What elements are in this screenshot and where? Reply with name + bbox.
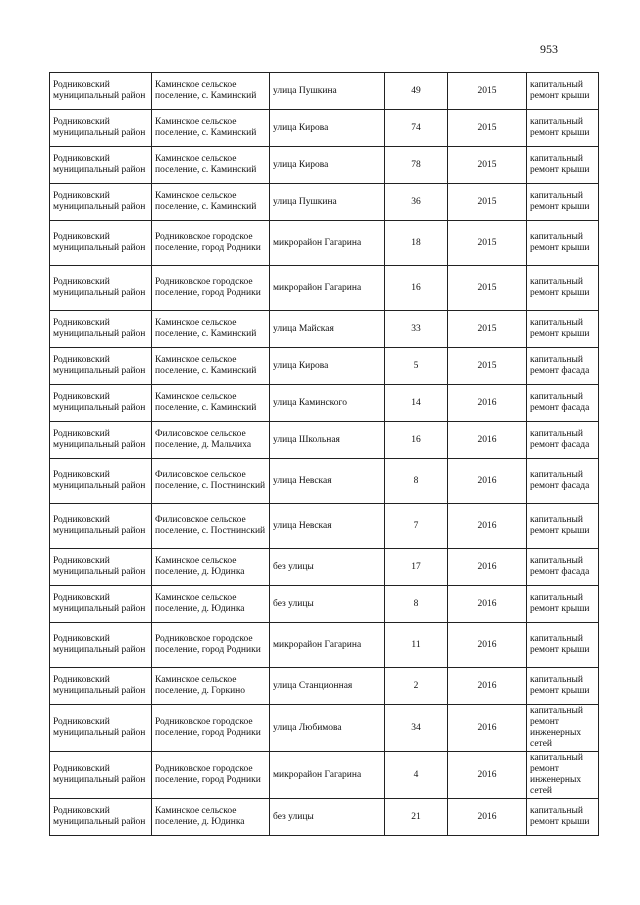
- table-row: [50, 422, 599, 459]
- street-cell: улица Невская: [270, 459, 385, 504]
- work-type-cell: капитальный ремонт инженерных сетей: [527, 705, 599, 752]
- year-cell: 2016: [448, 549, 527, 586]
- work-type-cell: капитальный ремонт фасада: [527, 385, 599, 422]
- district-cell: Родниковский муниципальный район: [50, 799, 152, 836]
- district-cell: Родниковский муниципальный район: [50, 221, 152, 266]
- year-cell: 2016: [448, 504, 527, 549]
- page-number: 953: [540, 42, 558, 56]
- district-cell: Родниковский муниципальный район: [50, 348, 152, 385]
- settlement-cell: Каминское сельское поселение, д. Горкино: [152, 668, 270, 705]
- house-number-cell: 16: [385, 266, 448, 311]
- settlement-cell: Каминское сельское поселение, д. Юдинка: [152, 586, 270, 623]
- year-cell: 2016: [448, 385, 527, 422]
- work-type-cell: капитальный ремонт крыши: [527, 266, 599, 311]
- year-cell: 2015: [448, 147, 527, 184]
- work-type-cell: капитальный ремонт крыши: [527, 799, 599, 836]
- year-cell: 2015: [448, 266, 527, 311]
- year-cell: 2016: [448, 459, 527, 504]
- street-cell: улица Невская: [270, 504, 385, 549]
- year-cell: 2016: [448, 586, 527, 623]
- table-row: [50, 110, 599, 147]
- district-cell: Родниковский муниципальный район: [50, 311, 152, 348]
- house-number-cell: 78: [385, 147, 448, 184]
- district-cell: Родниковский муниципальный район: [50, 422, 152, 459]
- table-row: [50, 266, 599, 311]
- street-cell: без улицы: [270, 799, 385, 836]
- house-number-cell: 36: [385, 184, 448, 221]
- work-type-cell: капитальный ремонт крыши: [527, 586, 599, 623]
- year-cell: 2015: [448, 110, 527, 147]
- work-type-cell: капитальный ремонт крыши: [527, 110, 599, 147]
- settlement-cell: Каминское сельское поселение, д. Юдинка: [152, 799, 270, 836]
- street-cell: без улицы: [270, 549, 385, 586]
- house-number-cell: 49: [385, 73, 448, 110]
- work-type-cell: капитальный ремонт фасада: [527, 459, 599, 504]
- street-cell: улица Пушкина: [270, 184, 385, 221]
- district-cell: Родниковский муниципальный район: [50, 147, 152, 184]
- year-cell: 2015: [448, 184, 527, 221]
- work-type-cell: капитальный ремонт крыши: [527, 73, 599, 110]
- year-cell: 2016: [448, 623, 527, 668]
- street-cell: улица Кирова: [270, 110, 385, 147]
- work-type-cell: капитальный ремонт крыши: [527, 311, 599, 348]
- street-cell: улица Майская: [270, 311, 385, 348]
- table-row: [50, 668, 599, 705]
- table-row: [50, 504, 599, 549]
- settlement-cell: Родниковское городское поселение, город Родники: [152, 623, 270, 668]
- table-row: [50, 73, 599, 110]
- work-type-cell: капитальный ремонт фасада: [527, 348, 599, 385]
- year-cell: 2016: [448, 705, 527, 752]
- year-cell: 2016: [448, 668, 527, 705]
- table-row: [50, 549, 599, 586]
- house-number-cell: 14: [385, 385, 448, 422]
- street-cell: микрорайон Гагарина: [270, 623, 385, 668]
- table-row: [50, 385, 599, 422]
- table-row: [50, 459, 599, 504]
- settlement-cell: Каминское сельское поселение, с. Каминский: [152, 73, 270, 110]
- work-type-cell: капитальный ремонт крыши: [527, 221, 599, 266]
- street-cell: улица Любимова: [270, 705, 385, 752]
- street-cell: улица Кирова: [270, 147, 385, 184]
- district-cell: Родниковский муниципальный район: [50, 623, 152, 668]
- district-cell: Родниковский муниципальный район: [50, 184, 152, 221]
- house-number-cell: 21: [385, 799, 448, 836]
- house-number-cell: 34: [385, 705, 448, 752]
- table-row: [50, 147, 599, 184]
- street-cell: улица Каминского: [270, 385, 385, 422]
- table-row: [50, 221, 599, 266]
- year-cell: 2016: [448, 422, 527, 459]
- settlement-cell: Каминское сельское поселение, с. Каминский: [152, 147, 270, 184]
- table-row: [50, 348, 599, 385]
- table-row: [50, 184, 599, 221]
- settlement-cell: Родниковское городское поселение, город Родники: [152, 752, 270, 799]
- district-cell: Родниковский муниципальный район: [50, 266, 152, 311]
- street-cell: микрорайон Гагарина: [270, 221, 385, 266]
- house-number-cell: 7: [385, 504, 448, 549]
- street-cell: улица Школьная: [270, 422, 385, 459]
- district-cell: Родниковский муниципальный район: [50, 110, 152, 147]
- house-number-cell: 18: [385, 221, 448, 266]
- settlement-cell: Каминское сельское поселение, д. Юдинка: [152, 549, 270, 586]
- house-number-cell: 74: [385, 110, 448, 147]
- settlement-cell: Каминское сельское поселение, с. Каминский: [152, 184, 270, 221]
- settlement-cell: Филисовское сельское поселение, с. Постнинский: [152, 504, 270, 549]
- house-number-cell: 16: [385, 422, 448, 459]
- work-type-cell: капитальный ремонт инженерных сетей: [527, 752, 599, 799]
- table-row: [50, 623, 599, 668]
- work-type-cell: капитальный ремонт фасада: [527, 422, 599, 459]
- district-cell: Родниковский муниципальный район: [50, 705, 152, 752]
- house-number-cell: 2: [385, 668, 448, 705]
- year-cell: 2016: [448, 752, 527, 799]
- settlement-cell: Каминское сельское поселение, с. Каминский: [152, 348, 270, 385]
- table-row: [50, 586, 599, 623]
- district-cell: Родниковский муниципальный район: [50, 752, 152, 799]
- work-type-cell: капитальный ремонт крыши: [527, 184, 599, 221]
- house-number-cell: 8: [385, 586, 448, 623]
- street-cell: микрорайон Гагарина: [270, 752, 385, 799]
- settlement-cell: Каминское сельское поселение, с. Каминский: [152, 110, 270, 147]
- year-cell: 2016: [448, 799, 527, 836]
- street-cell: без улицы: [270, 586, 385, 623]
- table-body: [50, 73, 599, 836]
- table-row: [50, 799, 599, 836]
- table-row: [50, 752, 599, 799]
- work-type-cell: капитальный ремонт крыши: [527, 623, 599, 668]
- table-row: [50, 311, 599, 348]
- work-type-cell: капитальный ремонт крыши: [527, 147, 599, 184]
- house-number-cell: 17: [385, 549, 448, 586]
- house-number-cell: 8: [385, 459, 448, 504]
- repair-schedule-table: [49, 72, 599, 836]
- street-cell: улица Станционная: [270, 668, 385, 705]
- district-cell: Родниковский муниципальный район: [50, 459, 152, 504]
- house-number-cell: 11: [385, 623, 448, 668]
- settlement-cell: Каминское сельское поселение, с. Каминский: [152, 311, 270, 348]
- work-type-cell: капитальный ремонт фасада: [527, 549, 599, 586]
- settlement-cell: Филисовское сельское поселение, с. Постнинский: [152, 459, 270, 504]
- year-cell: 2015: [448, 221, 527, 266]
- house-number-cell: 5: [385, 348, 448, 385]
- district-cell: Родниковский муниципальный район: [50, 668, 152, 705]
- district-cell: Родниковский муниципальный район: [50, 504, 152, 549]
- table-row: [50, 705, 599, 752]
- street-cell: улица Пушкина: [270, 73, 385, 110]
- work-type-cell: капитальный ремонт крыши: [527, 504, 599, 549]
- street-cell: улица Кирова: [270, 348, 385, 385]
- settlement-cell: Родниковское городское поселение, город Родники: [152, 221, 270, 266]
- settlement-cell: Родниковское городское поселение, город Родники: [152, 266, 270, 311]
- house-number-cell: 4: [385, 752, 448, 799]
- settlement-cell: Филисовское сельское поселение, д. Мальчиха: [152, 422, 270, 459]
- settlement-cell: Родниковское городское поселение, город Родники: [152, 705, 270, 752]
- year-cell: 2015: [448, 73, 527, 110]
- year-cell: 2015: [448, 311, 527, 348]
- house-number-cell: 33: [385, 311, 448, 348]
- street-cell: микрорайон Гагарина: [270, 266, 385, 311]
- district-cell: Родниковский муниципальный район: [50, 549, 152, 586]
- district-cell: Родниковский муниципальный район: [50, 385, 152, 422]
- work-type-cell: капитальный ремонт крыши: [527, 668, 599, 705]
- settlement-cell: Каминское сельское поселение, с. Каминский: [152, 385, 270, 422]
- district-cell: Родниковский муниципальный район: [50, 73, 152, 110]
- district-cell: Родниковский муниципальный район: [50, 586, 152, 623]
- year-cell: 2015: [448, 348, 527, 385]
